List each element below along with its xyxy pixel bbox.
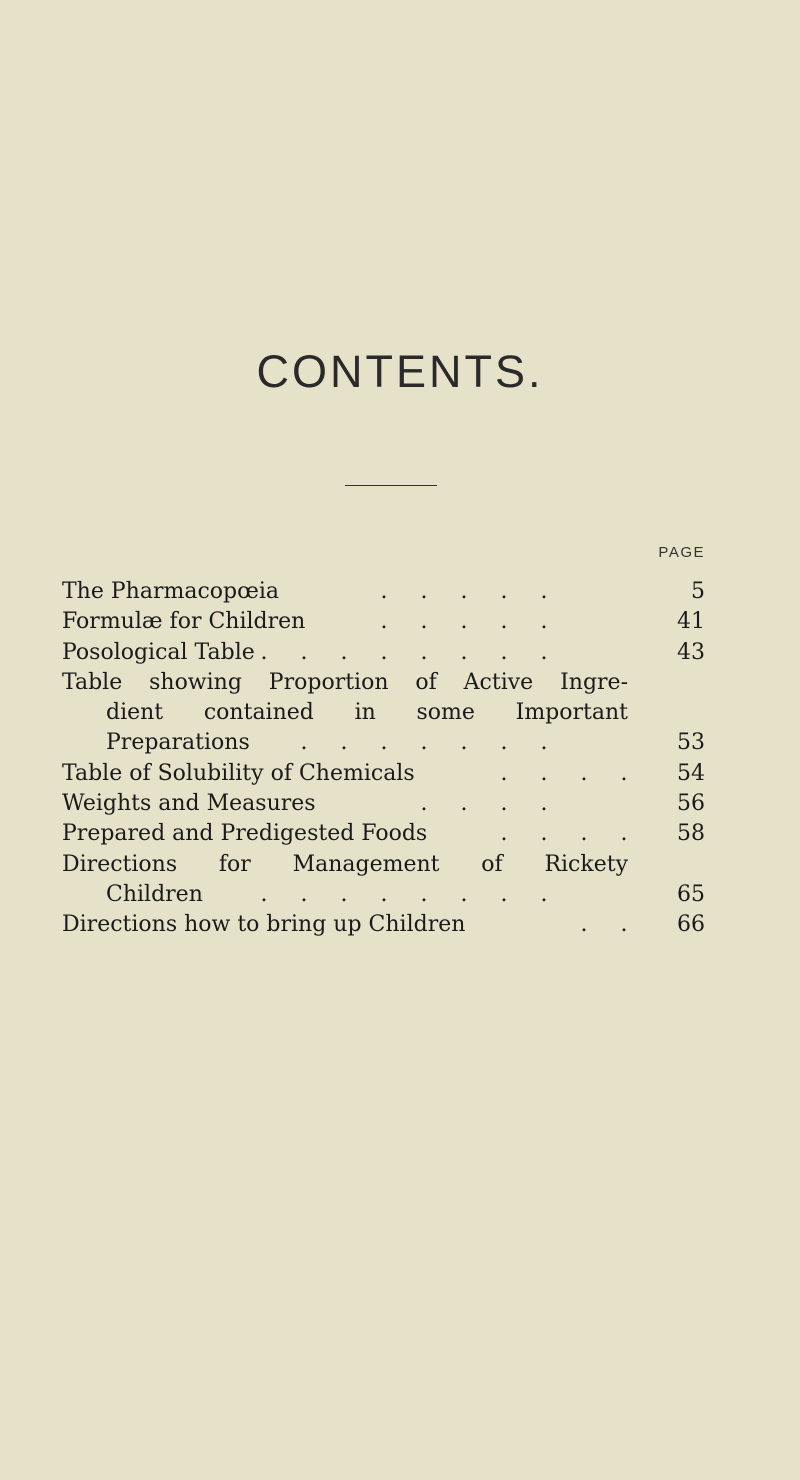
toc-entry-page: 66	[677, 912, 705, 938]
toc-entry-title: Prepared and Predigested Foods	[62, 821, 428, 847]
toc-entry-page: 53	[677, 730, 705, 756]
toc-entry-title: Formulæ for Children	[62, 609, 306, 635]
toc-entry-page: 43	[677, 639, 705, 665]
page-column-header: PAGE	[658, 544, 705, 561]
toc-entry-page: 58	[677, 821, 705, 847]
toc-entry	[62, 759, 710, 789]
title-divider	[345, 485, 437, 486]
toc-entry	[62, 577, 710, 607]
dot-leader: . . . .	[500, 760, 628, 786]
dot-leader: . . . . . . . .	[260, 881, 548, 907]
toc-entry-title: The Pharmacopœia	[62, 579, 279, 604]
toc-entry-line	[62, 850, 710, 880]
toc-entry-title: Directions for Management of Rickety	[62, 851, 628, 877]
toc-entry-title-continued: Preparations	[106, 730, 250, 756]
toc-entry-line	[62, 698, 710, 728]
toc-entry	[62, 819, 710, 849]
toc-entry-page: 54	[677, 760, 705, 786]
dot-leader: . .	[580, 912, 628, 938]
toc-entry-title: Weights and Measures	[62, 791, 316, 817]
toc-entry	[62, 910, 710, 940]
toc-entry-page: 41	[677, 609, 705, 635]
toc-entry-line	[62, 668, 710, 698]
toc-entry-title-continued: dient contained in some Important	[106, 700, 628, 726]
dot-leader: . . . .	[500, 821, 628, 847]
toc-entry	[62, 607, 710, 637]
toc-entry-page: 56	[677, 791, 705, 817]
toc-entry-page: 5	[691, 579, 705, 604]
dot-leader: . . . . .	[380, 609, 548, 635]
toc-entry	[62, 789, 710, 819]
toc-entry-title: Table of Solubility of Chemicals	[62, 760, 415, 786]
page-title: CONTENTS.	[256, 346, 544, 397]
toc-entry-page: 65	[677, 881, 705, 907]
dot-leader: . . . . . . . .	[260, 639, 548, 665]
dot-leader: . . . .	[420, 791, 548, 817]
toc-entry-title: Directions how to bring up Children	[62, 912, 466, 938]
table-of-contents	[62, 577, 710, 941]
toc-entry	[62, 638, 710, 668]
toc-entry-title: Posological Table	[62, 639, 255, 665]
dot-leader: . . . . . . .	[300, 730, 548, 756]
toc-entry	[62, 728, 710, 758]
dot-leader: . . . . .	[380, 579, 548, 604]
toc-entry	[62, 880, 710, 910]
toc-entry-title: Table showing Proportion of Active Ingre-	[62, 669, 628, 695]
toc-entry-title-continued: Children	[106, 881, 203, 907]
